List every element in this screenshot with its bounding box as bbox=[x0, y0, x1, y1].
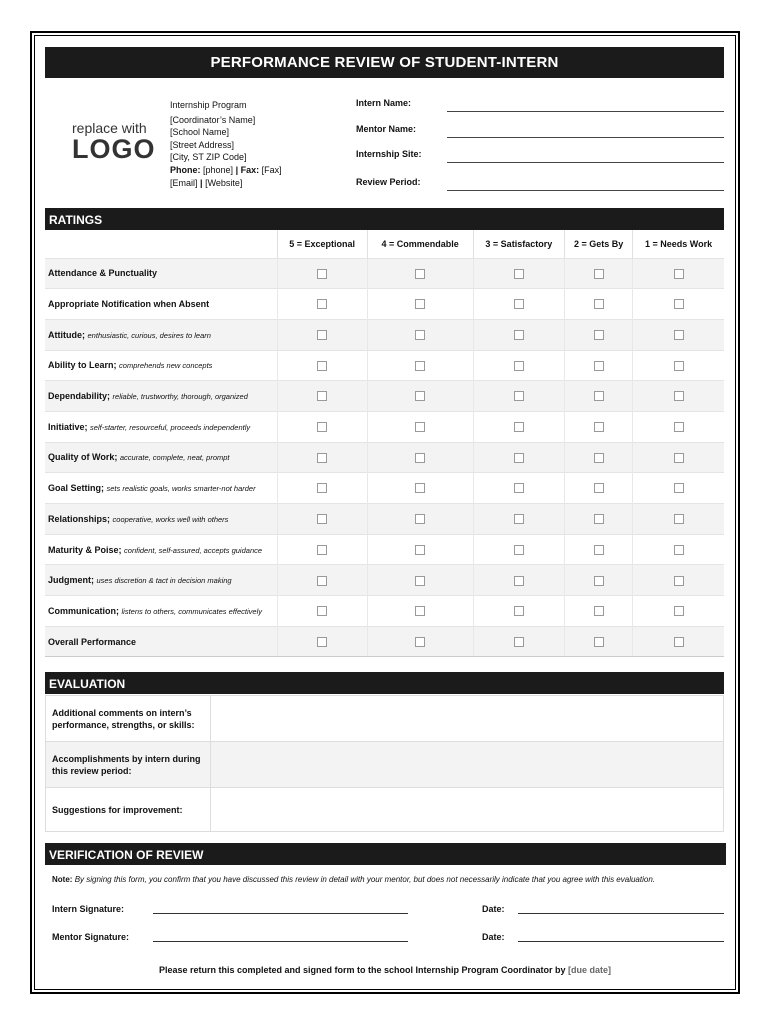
program-info bbox=[170, 99, 282, 189]
ratings-row bbox=[45, 442, 724, 473]
rating-cell bbox=[565, 504, 633, 535]
rating-checkbox[interactable] bbox=[317, 269, 327, 279]
rating-cell bbox=[473, 565, 565, 596]
rating-checkbox[interactable] bbox=[594, 391, 604, 401]
rating-checkbox[interactable] bbox=[415, 422, 425, 432]
mentor-signature-label: Mentor Signature: bbox=[52, 932, 130, 942]
separator: | bbox=[200, 177, 203, 188]
rating-cell bbox=[367, 411, 473, 442]
ratings-row bbox=[45, 289, 724, 320]
rating-checkbox[interactable] bbox=[674, 637, 684, 647]
rating-checkbox[interactable] bbox=[514, 453, 524, 463]
criterion-label: Appropriate Notification when Absent bbox=[48, 299, 210, 310]
rating-cell bbox=[633, 626, 724, 657]
rating-cell bbox=[277, 350, 367, 381]
criterion-label: Quality of Work; bbox=[48, 452, 118, 463]
note-label: Note: bbox=[52, 875, 73, 884]
ratings-row bbox=[45, 381, 724, 412]
rating-checkbox[interactable] bbox=[317, 514, 327, 524]
rating-cell bbox=[565, 626, 633, 657]
ratings-table bbox=[45, 230, 724, 657]
comments-input-area[interactable] bbox=[211, 696, 724, 742]
intern-name-field[interactable] bbox=[356, 98, 724, 112]
ratings-heading: RATINGS bbox=[45, 208, 724, 230]
rating-checkbox[interactable] bbox=[514, 391, 524, 401]
rating-checkbox[interactable] bbox=[514, 606, 524, 616]
ratings-row bbox=[45, 258, 724, 289]
criterion-description: accurate, complete, neat, prompt bbox=[119, 453, 230, 463]
rating-cell bbox=[277, 626, 367, 657]
rating-cell bbox=[277, 534, 367, 565]
rating-cell bbox=[473, 289, 565, 320]
mentor-name-label: Mentor Name: bbox=[356, 124, 417, 134]
rating-checkbox[interactable] bbox=[514, 330, 524, 340]
rating-cell bbox=[565, 289, 633, 320]
rating-cell bbox=[277, 381, 367, 412]
rating-checkbox[interactable] bbox=[317, 299, 327, 309]
rating-cell bbox=[565, 411, 633, 442]
rating-cell bbox=[367, 350, 473, 381]
ratings-row bbox=[45, 596, 724, 627]
accomplishments-input-area[interactable] bbox=[211, 742, 724, 788]
rating-checkbox[interactable] bbox=[415, 330, 425, 340]
rating-cell bbox=[473, 534, 565, 565]
rating-checkbox[interactable] bbox=[674, 330, 684, 340]
rating-cell bbox=[367, 504, 473, 535]
evaluation-heading: EVALUATION bbox=[45, 672, 724, 694]
rating-checkbox[interactable] bbox=[317, 637, 327, 647]
rating-cell bbox=[473, 626, 565, 657]
rating-checkbox[interactable] bbox=[674, 422, 684, 432]
rating-checkbox[interactable] bbox=[514, 299, 524, 309]
evaluation-row bbox=[46, 788, 724, 832]
street-address: [Street Address] bbox=[170, 139, 235, 150]
criterion-description: reliable, trustworthy, thorough, organized bbox=[112, 392, 248, 402]
rating-cell bbox=[277, 319, 367, 350]
rating-checkbox[interactable] bbox=[415, 514, 425, 524]
criterion-cell bbox=[45, 504, 277, 535]
ratings-row bbox=[45, 473, 724, 504]
criterion-cell bbox=[45, 381, 277, 412]
rating-checkbox[interactable] bbox=[317, 330, 327, 340]
verification-note bbox=[52, 875, 655, 884]
evaluation-row bbox=[46, 742, 724, 788]
rating-cell bbox=[473, 473, 565, 504]
rating-cell bbox=[633, 350, 724, 381]
criterion-cell bbox=[45, 596, 277, 627]
city-state-zip: [City, ST ZIP Code] bbox=[170, 152, 247, 163]
criterion-description: cooperative, works well with others bbox=[112, 514, 229, 524]
evaluation-label bbox=[46, 788, 211, 832]
criterion-label: Initiative; bbox=[48, 421, 88, 432]
rating-checkbox[interactable] bbox=[594, 269, 604, 279]
phone-label: Phone: bbox=[170, 164, 201, 175]
email-value: [Email] bbox=[170, 177, 198, 188]
criterion-cell bbox=[45, 319, 277, 350]
evaluation-label bbox=[46, 742, 211, 788]
rating-checkbox[interactable] bbox=[514, 514, 524, 524]
rating-checkbox[interactable] bbox=[415, 637, 425, 647]
page-title: PERFORMANCE REVIEW OF STUDENT-INTERN bbox=[45, 47, 724, 78]
rating-cell bbox=[277, 504, 367, 535]
email-website-line bbox=[170, 177, 282, 190]
criterion-description: confident, self-assured, accepts guidance bbox=[124, 545, 263, 555]
criterion-cell bbox=[45, 289, 277, 320]
criterion-cell bbox=[45, 258, 277, 289]
rating-cell bbox=[633, 319, 724, 350]
note-text: By signing this form, you confirm that you have discussed this review in detail with your mentor, but does not necessarily indicate that you agree with this evaluation. bbox=[74, 875, 655, 884]
evaluation-label-line: performance, strengths, or skills: bbox=[52, 719, 195, 730]
intern-name-label: Intern Name: bbox=[356, 98, 412, 108]
ratings-row bbox=[45, 319, 724, 350]
mentor-date-line[interactable] bbox=[518, 941, 724, 942]
rating-cell bbox=[473, 596, 565, 627]
criterion-label: Maturity & Poise; bbox=[48, 544, 122, 555]
coordinator-name: [Coordinator’s Name] bbox=[170, 114, 256, 125]
program-heading: Internship Program bbox=[170, 100, 247, 110]
criterion-label: Judgment; bbox=[48, 575, 94, 586]
rating-cell bbox=[633, 381, 724, 412]
evaluation-label-line: Additional comments on intern’s bbox=[52, 707, 192, 718]
rating-cell bbox=[367, 473, 473, 504]
rating-checkbox[interactable] bbox=[594, 514, 604, 524]
internship-site-line[interactable] bbox=[447, 162, 724, 163]
rating-checkbox[interactable] bbox=[594, 606, 604, 616]
rating-cell bbox=[633, 411, 724, 442]
rating-cell bbox=[565, 534, 633, 565]
internship-site-label: Internship Site: bbox=[356, 149, 422, 159]
ratings-row bbox=[45, 565, 724, 596]
review-period-field[interactable] bbox=[356, 177, 724, 191]
mentor-name-line[interactable] bbox=[447, 137, 724, 138]
criterion-label: Attendance & Punctuality bbox=[48, 268, 158, 279]
rating-cell bbox=[565, 596, 633, 627]
intern-signature-label: Intern Signature: bbox=[52, 904, 125, 914]
rating-checkbox[interactable] bbox=[594, 637, 604, 647]
rating-checkbox[interactable] bbox=[317, 361, 327, 371]
rating-cell bbox=[633, 442, 724, 473]
footer-text: Please return this completed and signed form to the school Internship Program Coordinator by bbox=[158, 965, 566, 975]
rating-checkbox[interactable] bbox=[674, 576, 684, 586]
criterion-cell bbox=[45, 442, 277, 473]
rating-cell bbox=[473, 350, 565, 381]
rating-cell bbox=[367, 626, 473, 657]
rating-checkbox[interactable] bbox=[674, 545, 684, 555]
rating-cell bbox=[277, 258, 367, 289]
rating-cell bbox=[565, 258, 633, 289]
phone-fax-line bbox=[170, 164, 282, 177]
criterion-label: Ability to Learn; bbox=[48, 360, 117, 371]
evaluation-label-line: this review period: bbox=[52, 765, 132, 776]
criterion-label: Attitude; bbox=[48, 329, 85, 340]
rating-checkbox[interactable] bbox=[594, 361, 604, 371]
intern-date-line[interactable] bbox=[518, 913, 724, 914]
evaluation-table bbox=[45, 695, 724, 832]
criterion-description: listens to others, communicates effectively bbox=[121, 606, 262, 616]
ratings-row bbox=[45, 411, 724, 442]
criterion-label: Overall Performance bbox=[48, 636, 137, 647]
fax-value: [Fax] bbox=[261, 164, 282, 175]
rating-column-header: 3 = Satisfactory bbox=[473, 230, 565, 258]
rating-cell bbox=[473, 411, 565, 442]
intern-name-line[interactable] bbox=[447, 111, 724, 112]
rating-checkbox[interactable] bbox=[415, 545, 425, 555]
rating-checkbox[interactable] bbox=[514, 483, 524, 493]
criterion-description: self-starter, resourceful, proceeds independently bbox=[90, 422, 251, 432]
evaluation-label-line: Accomplishments by intern during bbox=[52, 753, 201, 764]
rating-cell bbox=[565, 565, 633, 596]
rating-cell bbox=[633, 504, 724, 535]
review-period-label: Review Period: bbox=[356, 177, 421, 187]
criterion-description: enthusiastic, curious, desires to learn bbox=[87, 330, 211, 340]
rating-cell bbox=[277, 411, 367, 442]
rating-cell bbox=[633, 473, 724, 504]
rating-checkbox[interactable] bbox=[674, 269, 684, 279]
rating-checkbox[interactable] bbox=[674, 299, 684, 309]
rating-checkbox[interactable] bbox=[594, 299, 604, 309]
rating-checkbox[interactable] bbox=[674, 391, 684, 401]
fax-label: Fax: bbox=[240, 164, 260, 175]
ratings-row bbox=[45, 504, 724, 535]
criterion-cell bbox=[45, 411, 277, 442]
logo-line2: LOGO bbox=[72, 134, 156, 164]
intern-signature-line[interactable] bbox=[153, 913, 408, 914]
criterion-label: Goal Setting; bbox=[48, 483, 104, 494]
rating-checkbox[interactable] bbox=[415, 576, 425, 586]
rating-column-header: 1 = Needs Work bbox=[633, 230, 724, 258]
rating-cell bbox=[367, 442, 473, 473]
rating-cell bbox=[633, 258, 724, 289]
mentor-name-field[interactable] bbox=[356, 124, 724, 138]
verification-heading: VERIFICATION OF REVIEW bbox=[45, 843, 726, 865]
rating-checkbox[interactable] bbox=[594, 422, 604, 432]
criterion-description: uses discretion & tact in decision making bbox=[96, 576, 232, 586]
rating-cell bbox=[565, 350, 633, 381]
rating-checkbox[interactable] bbox=[514, 269, 524, 279]
due-date: [due date] bbox=[568, 965, 612, 975]
rating-checkbox[interactable] bbox=[317, 606, 327, 616]
rating-checkbox[interactable] bbox=[317, 545, 327, 555]
rating-checkbox[interactable] bbox=[674, 483, 684, 493]
criterion-description: comprehends new concepts bbox=[119, 361, 213, 371]
rating-cell bbox=[277, 596, 367, 627]
rating-checkbox[interactable] bbox=[674, 453, 684, 463]
ratings-row bbox=[45, 350, 724, 381]
rating-checkbox[interactable] bbox=[415, 606, 425, 616]
rating-cell bbox=[277, 289, 367, 320]
phone-value: [phone] bbox=[203, 164, 234, 175]
rating-checkbox[interactable] bbox=[674, 514, 684, 524]
rating-checkbox[interactable] bbox=[594, 576, 604, 586]
rating-cell bbox=[473, 504, 565, 535]
rating-checkbox[interactable] bbox=[317, 391, 327, 401]
evaluation-label bbox=[46, 696, 211, 742]
rating-cell bbox=[277, 473, 367, 504]
ratings-header-row bbox=[45, 230, 724, 258]
rating-checkbox[interactable] bbox=[514, 545, 524, 555]
rating-checkbox[interactable] bbox=[594, 330, 604, 340]
rating-checkbox[interactable] bbox=[594, 483, 604, 493]
ratings-row bbox=[45, 626, 724, 657]
footer-instruction bbox=[0, 965, 770, 975]
evaluation-label-line: Suggestions for improvement: bbox=[52, 804, 183, 815]
school-name: [School Name] bbox=[170, 127, 230, 138]
rating-checkbox[interactable] bbox=[674, 361, 684, 371]
evaluation-row bbox=[46, 696, 724, 742]
rating-checkbox[interactable] bbox=[594, 453, 604, 463]
criterion-cell bbox=[45, 350, 277, 381]
rating-cell bbox=[367, 381, 473, 412]
rating-checkbox[interactable] bbox=[317, 483, 327, 493]
rating-checkbox[interactable] bbox=[514, 361, 524, 371]
rating-checkbox[interactable] bbox=[317, 576, 327, 586]
rating-cell bbox=[367, 289, 473, 320]
criterion-description: sets realistic goals, works smarter-not harder bbox=[106, 484, 256, 494]
criterion-cell bbox=[45, 473, 277, 504]
rating-checkbox[interactable] bbox=[415, 361, 425, 371]
rating-column-header: 2 = Gets By bbox=[565, 230, 633, 258]
review-period-line[interactable] bbox=[447, 190, 724, 191]
rating-cell bbox=[367, 258, 473, 289]
rating-cell bbox=[367, 534, 473, 565]
rating-cell bbox=[633, 289, 724, 320]
rating-cell bbox=[277, 442, 367, 473]
internship-site-field[interactable] bbox=[356, 149, 724, 163]
rating-cell bbox=[565, 381, 633, 412]
rating-cell bbox=[367, 565, 473, 596]
intern-date-label: Date: bbox=[482, 904, 505, 914]
rating-column-header: 4 = Commendable bbox=[367, 230, 473, 258]
criterion-label: Relationships; bbox=[48, 513, 111, 524]
rating-cell bbox=[277, 565, 367, 596]
rating-checkbox[interactable] bbox=[317, 453, 327, 463]
rating-checkbox[interactable] bbox=[674, 606, 684, 616]
mentor-signature-line[interactable] bbox=[153, 941, 408, 942]
rating-cell bbox=[565, 442, 633, 473]
rating-cell bbox=[367, 596, 473, 627]
rating-cell bbox=[633, 565, 724, 596]
criterion-label: Communication; bbox=[48, 605, 119, 616]
rating-cell bbox=[633, 596, 724, 627]
rating-checkbox[interactable] bbox=[594, 545, 604, 555]
separator: | bbox=[235, 164, 239, 175]
rating-checkbox[interactable] bbox=[514, 637, 524, 647]
rating-cell bbox=[473, 319, 565, 350]
logo-line1: replace with bbox=[72, 120, 147, 136]
rating-cell bbox=[633, 534, 724, 565]
rating-checkbox[interactable] bbox=[415, 453, 425, 463]
ratings-row bbox=[45, 534, 724, 565]
rating-checkbox[interactable] bbox=[415, 391, 425, 401]
suggestions-input-area[interactable] bbox=[211, 788, 724, 832]
criteria-header bbox=[45, 230, 277, 258]
rating-cell bbox=[565, 473, 633, 504]
rating-checkbox[interactable] bbox=[317, 422, 327, 432]
criterion-cell bbox=[45, 626, 277, 657]
criterion-cell bbox=[45, 565, 277, 596]
criterion-label: Dependability; bbox=[48, 391, 111, 402]
rating-checkbox[interactable] bbox=[415, 299, 425, 309]
rating-checkbox[interactable] bbox=[514, 422, 524, 432]
rating-cell bbox=[473, 258, 565, 289]
rating-checkbox[interactable] bbox=[415, 269, 425, 279]
criterion-cell bbox=[45, 534, 277, 565]
rating-cell bbox=[367, 319, 473, 350]
logo-placeholder bbox=[72, 120, 156, 162]
rating-checkbox[interactable] bbox=[415, 483, 425, 493]
rating-cell bbox=[473, 381, 565, 412]
rating-column-header: 5 = Exceptional bbox=[277, 230, 367, 258]
rating-cell bbox=[473, 442, 565, 473]
rating-checkbox[interactable] bbox=[514, 576, 524, 586]
rating-cell bbox=[565, 319, 633, 350]
website-value: [Website] bbox=[205, 177, 243, 188]
mentor-date-label: Date: bbox=[482, 932, 505, 942]
